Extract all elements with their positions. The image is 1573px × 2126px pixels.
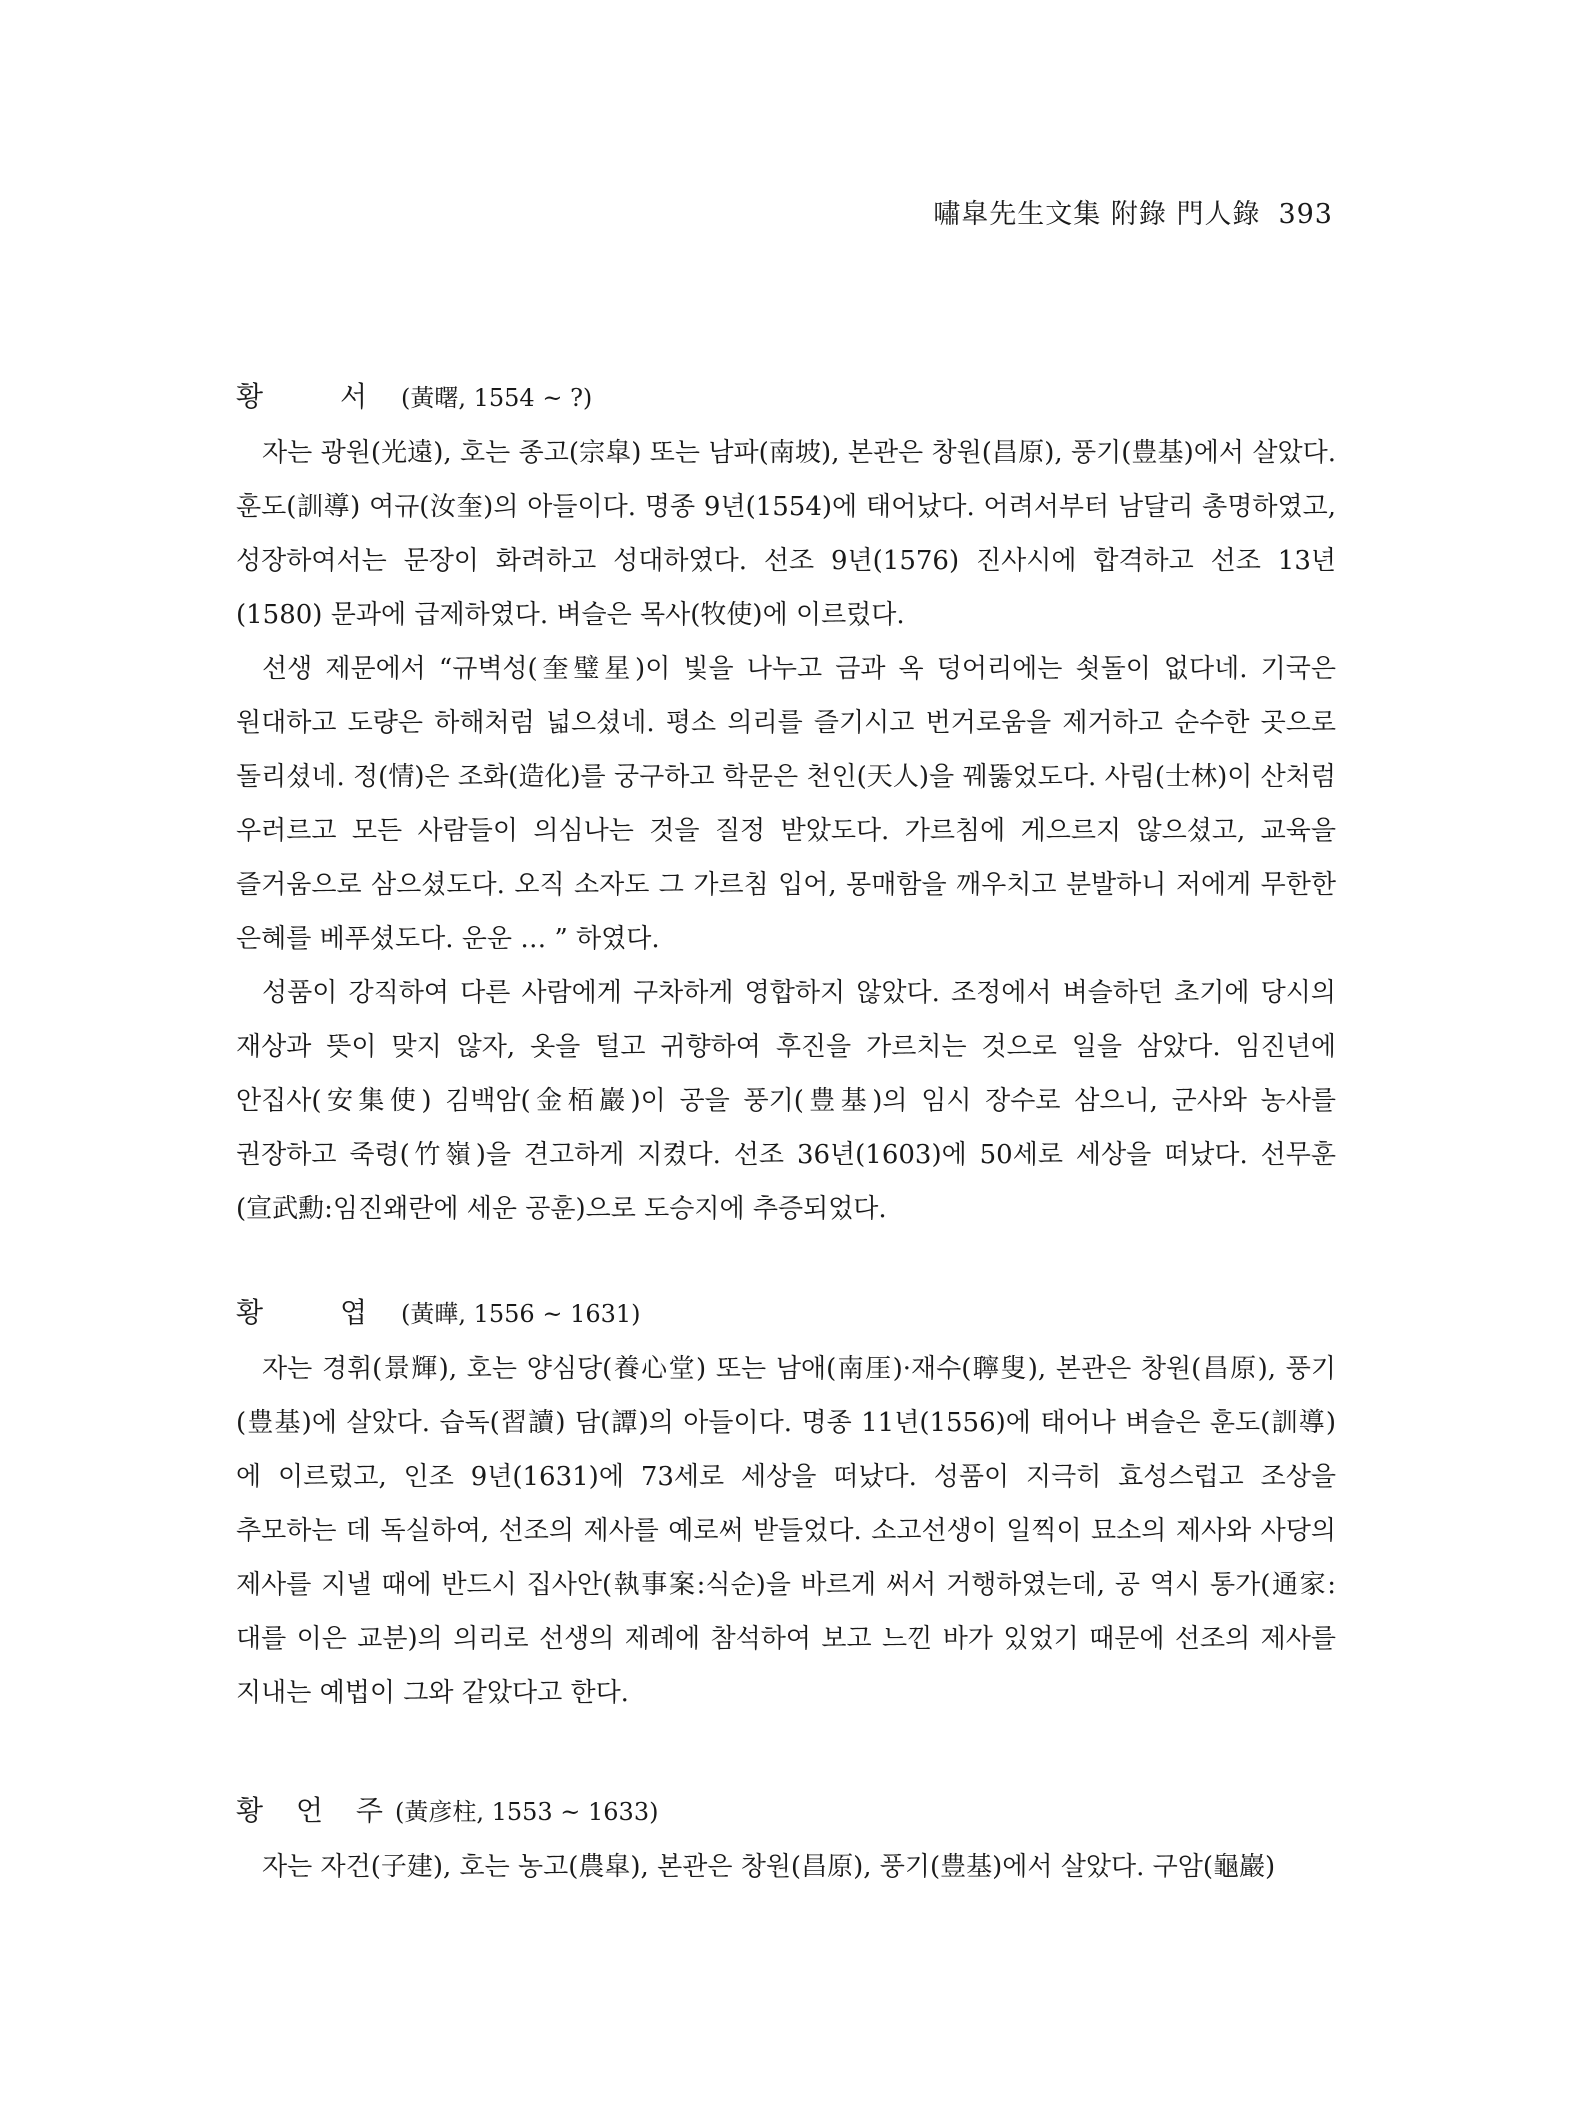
page-number: 393 bbox=[1278, 199, 1333, 230]
entry-paragraph: 선생 제문에서 “규벽성(奎璧星)이 빛을 나누고 금과 옥 덩어리에는 쇳돌이 없다네. 기국은 원대하고 도량은 하해처럼 넓으셨네. 평소 의리를 즐기시고 번거로움을 제거하고 순수한 곳으로 돌리셨네. 정(情)은 조화(造化)를 궁구하고 학문은 천인(天人)을 꿰뚫었도다. 사림(士林)이 산처럼 우러르고 모든 사람들이 의심나는 것을 질정 받았도다. 가르침에 게으르지 않으셨고, 교육을 즐거움으로 삼으셨도다. 오직 소자도 그 가르침 입어, 몽매함을 깨우치고 분발하니 저에게 무한한 은혜를 베푸셨도다. 운운 … ” 하였다. bbox=[236, 654, 1337, 954]
entry-detail: (黃曄, 1556 ~ 1631) bbox=[401, 1300, 641, 1328]
running-header bbox=[933, 192, 1333, 231]
entry-heading bbox=[236, 372, 1336, 422]
entry-paragraph: 자는 자건(子建), 호는 농고(農皐), 본관은 창원(昌原), 풍기(豊基)에서 살았다. 구암(龜巖) bbox=[262, 1852, 1276, 1882]
entry-name: 황 언 주 bbox=[236, 1794, 395, 1827]
entry-hwang-yeop bbox=[236, 1288, 1336, 1720]
entry-paragraph: 성품이 강직하여 다른 사람에게 구차하게 영합하지 않았다. 조정에서 벼슬하던 초기에 당시의 재상과 뜻이 맞지 않자, 옷을 털고 귀향하여 후진을 가르치는 것으로 일을 삼았다. 임진년에 안집사(安集使) 김백암(金栢巖)이 공을 풍기(豊基)의 임시 장수로 삼으니, 군사와 농사를 권장하고 죽령(竹嶺)을 견고하게 지켰다. 선조 36년(1603)에 50세로 세상을 떠났다. 선무훈(宣武勳:임진왜란에 세운 공훈)으로 도승지에 추증되었다. bbox=[236, 978, 1336, 1224]
entry-name: 황 서 bbox=[236, 380, 401, 413]
entry-detail: (黃曙, 1554 ~ ?) bbox=[401, 384, 593, 412]
entry-detail: (黃彦柱, 1553 ~ 1633) bbox=[394, 1798, 659, 1826]
book-title: 嘯皐先生文集 附錄 門人錄 bbox=[933, 199, 1261, 230]
entry-heading bbox=[236, 1288, 1336, 1338]
entry-paragraph: 자는 경휘(景輝), 호는 양심당(養心堂) 또는 남애(南厓)·재수(聹叟), 본관은 창원(昌原), 풍기(豊基)에 살았다. 습독(習讀) 담(譚)의 아들이다. 명종 11년(1556)에 태어나 벼슬은 훈도(訓導)에 이르렀고, 인조 9년(1631)에 73세로 세상을 떠났다. 성품이 지극히 효성스럽고 조상을 추모하는 데 독실하여, 선조의 제사를 예로써 받들었다. 소고선생이 일찍이 묘소의 제사와 사당의 제사를 지낼 때에 반드시 집사안(執事案:식순)을 바르게 써서 거행하였는데, 공 역시 통가(通家:대를 이은 교분)의 의리로 선생의 제례에 참석하여 보고 느낀 바가 있었기 때문에 선조의 제사를 지내는 예법이 그와 같았다고 한다. bbox=[236, 1354, 1336, 1708]
entry-paragraph: 자는 광원(光遠), 호는 종고(宗皐) 또는 남파(南坡), 본관은 창원(昌原), 풍기(豊基)에서 살았다. 훈도(訓導) 여규(汝奎)의 아들이다. 명종 9년(1554)에 태어났다. 어려서부터 남달리 총명하였고, 성장하여서는 문장이 화려하고 성대하였다. 선조 9년(1576) 진사시에 합격하고 선조 13년(1580) 문과에 급제하였다. 벼슬은 목사(牧使)에 이르렀다. bbox=[236, 438, 1336, 630]
entry-hwang-seo bbox=[236, 372, 1336, 1236]
entry-hwang-eon-ju bbox=[236, 1786, 1336, 1894]
entry-name: 황 엽 bbox=[236, 1296, 401, 1329]
entry-heading bbox=[236, 1786, 1336, 1836]
